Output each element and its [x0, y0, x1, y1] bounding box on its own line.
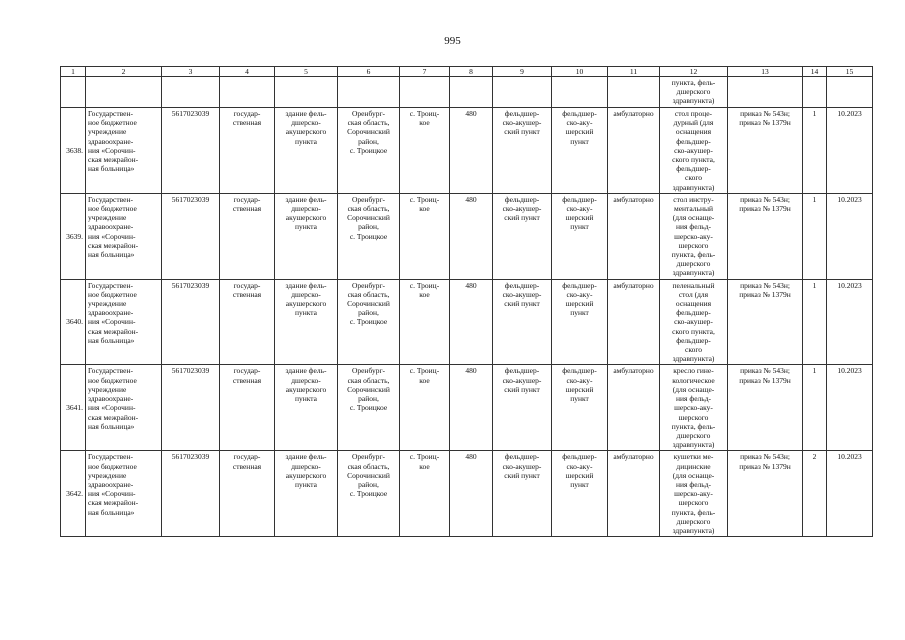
table-cell: фельдшер- ско-аку- шерский пункт	[552, 451, 608, 537]
table-cell: 5617023039	[162, 193, 220, 279]
table-cell	[803, 77, 827, 108]
table-cell: 12	[660, 67, 728, 77]
table-cell: фельдшер- ско-аку- шерский пункт	[552, 365, 608, 451]
table-cell	[728, 77, 803, 108]
table-row	[61, 193, 873, 279]
table-cell: 10.2023	[827, 365, 873, 451]
table-cell: фельдшер- ско-аку- шерский пункт	[552, 279, 608, 365]
table-cell: Оренбург- ская область, Сорочинский район, с. Троицкое	[338, 193, 400, 279]
table-cell: амбулаторно	[608, 451, 660, 537]
table-cell: фельдшер- ско-акушер- ский пункт	[493, 451, 552, 537]
table-cell: приказ № 543н; приказ № 1379н	[728, 279, 803, 365]
table-cell: здание фель- дшерско- акушерского пункта	[275, 193, 338, 279]
table-cell: стол инстру- ментальный (для оснаще- ния фельд- шерско-аку- шерского пункта, фель- дшерского здравпункта)	[660, 193, 728, 279]
table-cell: пеленальный стол (для оснащения фельдшер- ско-акушер- ского пункта, фельдшер- ского здравпункта)	[660, 279, 728, 365]
table-cell	[827, 77, 873, 108]
table-cell: с. Троиц- кое	[400, 451, 450, 537]
table-cell: Государствен- ное бюджетное учреждение здравоохране- ния «Сорочин- ская межрайон- ная больница»	[86, 193, 162, 279]
table-cell: с. Троиц- кое	[400, 279, 450, 365]
header-row	[61, 67, 873, 77]
table-cell: Государствен- ное бюджетное учреждение здравоохране- ния «Сорочин- ская межрайон- ная больница»	[86, 108, 162, 194]
table-cell: Государствен- ное бюджетное учреждение здравоохране- ния «Сорочин- ская межрайон- ная больница»	[86, 451, 162, 537]
table-cell: Государствен- ное бюджетное учреждение здравоохране- ния «Сорочин- ская межрайон- ная больница»	[86, 279, 162, 365]
table-cell: 5617023039	[162, 279, 220, 365]
table-cell	[162, 77, 220, 108]
table-cell: приказ № 543н; приказ № 1379н	[728, 108, 803, 194]
table-cell: здание фель- дшерско- акушерского пункта	[275, 279, 338, 365]
table-cell	[493, 77, 552, 108]
table-cell: 480	[450, 279, 493, 365]
table-cell: 7	[400, 67, 450, 77]
table-cell: 5617023039	[162, 451, 220, 537]
table-cell: Оренбург- ская область, Сорочинский район, с. Троицкое	[338, 279, 400, 365]
table-cell: с. Троиц- кое	[400, 108, 450, 194]
table-cell: 10.2023	[827, 108, 873, 194]
table-cell: фельдшер- ско-акушер- ский пункт	[493, 279, 552, 365]
table-cell	[61, 77, 86, 108]
table-cell: 13	[728, 67, 803, 77]
table-cell: 14	[803, 67, 827, 77]
table-cell: 4	[220, 67, 275, 77]
table-cell: 480	[450, 451, 493, 537]
table-cell: приказ № 543н; приказ № 1379н	[728, 193, 803, 279]
table-cell: приказ № 543н; приказ № 1379н	[728, 365, 803, 451]
table-cell: 480	[450, 365, 493, 451]
table-cell	[275, 77, 338, 108]
table-cell: стол проце- дурный (для оснащения фельдшер- ско-акушер- ского пункта, фельдшер- ского здравпункта)	[660, 108, 728, 194]
table-row	[61, 108, 873, 194]
table-cell: кушетки ме- дицинские (для оснаще- ния фельд- шерско-аку- шерского пункта, фель- дшерского здравпункта)	[660, 451, 728, 537]
table-cell: 3640.	[61, 279, 86, 365]
table-row	[61, 279, 873, 365]
table-cell: Оренбург- ская область, Сорочинский район, с. Троицкое	[338, 451, 400, 537]
table-cell: 480	[450, 108, 493, 194]
table-cell: 1	[803, 193, 827, 279]
table-cell: здание фель- дшерско- акушерского пункта	[275, 108, 338, 194]
page-number: 995	[444, 35, 461, 47]
table-cell: государ- ственная	[220, 365, 275, 451]
register-table	[60, 66, 873, 537]
table-cell: приказ № 543н; приказ № 1379н	[728, 451, 803, 537]
table-cell: 15	[827, 67, 873, 77]
table-cell	[86, 77, 162, 108]
table-cell: амбулаторно	[608, 193, 660, 279]
table-cell: с. Троиц- кое	[400, 193, 450, 279]
table-cell: государ- ственная	[220, 108, 275, 194]
table-cell: 3638.	[61, 108, 86, 194]
table-cell	[338, 77, 400, 108]
table-cell: 5	[275, 67, 338, 77]
table-cell: 10.2023	[827, 451, 873, 537]
table-cell: 3639.	[61, 193, 86, 279]
table-cell: 10.2023	[827, 193, 873, 279]
table-cell: 1	[803, 365, 827, 451]
table-cell: фельдшер- ско-аку- шерский пункт	[552, 108, 608, 194]
table-cell	[552, 77, 608, 108]
table-cell: 480	[450, 193, 493, 279]
table-cell: фельдшер- ско-акушер- ский пункт	[493, 108, 552, 194]
table-cell: 8	[450, 67, 493, 77]
table-row	[61, 365, 873, 451]
table-cell: Государствен- ное бюджетное учреждение здравоохране- ния «Сорочин- ская межрайон- ная больница»	[86, 365, 162, 451]
table-cell: фельдшер- ско-акушер- ский пункт	[493, 193, 552, 279]
table-cell: амбулаторно	[608, 365, 660, 451]
table-cell	[608, 77, 660, 108]
table-cell: здание фель- дшерско- акушерского пункта	[275, 365, 338, 451]
table-cell: 3	[162, 67, 220, 77]
table-cell: пункта, фель- дшерского здравпункта)	[660, 77, 728, 108]
table-cell: 6	[338, 67, 400, 77]
table-cell: здание фель- дшерско- акушерского пункта	[275, 451, 338, 537]
table-cell: 2	[803, 451, 827, 537]
table-cell	[450, 77, 493, 108]
table-cell: 11	[608, 67, 660, 77]
table-cell: 5617023039	[162, 108, 220, 194]
continuation-row	[61, 77, 873, 108]
table-cell	[220, 77, 275, 108]
table-cell: государ- ственная	[220, 451, 275, 537]
table-row	[61, 451, 873, 537]
table-cell: 2	[86, 67, 162, 77]
table-cell: 10	[552, 67, 608, 77]
table-cell: 3641.	[61, 365, 86, 451]
table-cell: государ- ственная	[220, 279, 275, 365]
table-cell: 1	[803, 279, 827, 365]
table-cell: государ- ственная	[220, 193, 275, 279]
table-cell: с. Троиц- кое	[400, 365, 450, 451]
table-cell: 1	[803, 108, 827, 194]
table-cell: амбулаторно	[608, 108, 660, 194]
table-cell: 5617023039	[162, 365, 220, 451]
table-cell: Оренбург- ская область, Сорочинский район, с. Троицкое	[338, 108, 400, 194]
table-cell: 10.2023	[827, 279, 873, 365]
table-cell: фельдшер- ско-акушер- ский пункт	[493, 365, 552, 451]
table-cell: 3642.	[61, 451, 86, 537]
table-cell	[400, 77, 450, 108]
table-cell: амбулаторно	[608, 279, 660, 365]
table-cell: фельдшер- ско-аку- шерский пункт	[552, 193, 608, 279]
table-cell: 9	[493, 67, 552, 77]
table-cell: кресло гине- кологическое (для оснаще- ния фельд- шерско-аку- шерского пункта, фель- дшерского здравпункта)	[660, 365, 728, 451]
table-cell: 1	[61, 67, 86, 77]
table-cell: Оренбург- ская область, Сорочинский район, с. Троицкое	[338, 365, 400, 451]
